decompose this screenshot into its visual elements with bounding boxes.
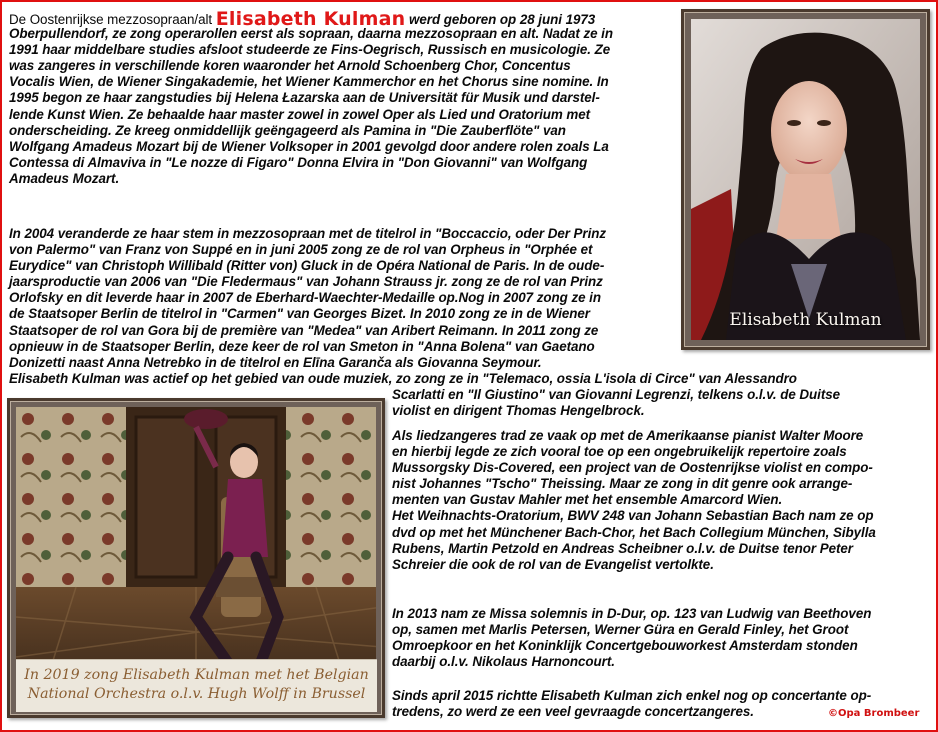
portrait-illustration bbox=[691, 19, 920, 340]
text-line: Wolfgang Amadeus Mozart bij de Wiener Volksoper in 2001 gevolgd door andere rolen zoals La bbox=[9, 138, 609, 154]
text-line: onderscheiding. Ze kreeg onmiddellijk geëngageerd als Pamina in "Die Zauberflöte" van bbox=[9, 122, 566, 138]
text-line: opnieuw in de Staatsoper Berlin, deze keer de rol van Smeton in "Anna Bolena" van Gaetano bbox=[9, 338, 595, 354]
text-line: Rubens, Martin Petzold en Andreas Scheibner o.l.v. de Duitse tenor Peter bbox=[392, 540, 853, 556]
text-line: 1995 begon ze haar zangstudies bij Helena Łazarska aan de Universität für Musik und darstel- bbox=[9, 90, 600, 106]
text-line: Eurydice" van Christoph Willibald (Ritter von) Gluck in de Opéra National de Paris. In de oude- bbox=[9, 258, 605, 274]
seated-caption-box bbox=[16, 659, 377, 712]
paragraph-3 bbox=[392, 428, 876, 573]
text-line: tredens, zo werd ze een veel gevraagde concertzangeres. bbox=[392, 704, 754, 720]
text-line: en hierbij legde ze zich vooral toe op een ongebruikelijk repertoire zoals bbox=[392, 444, 847, 460]
seated-caption-line-2: National Orchestra o.l.v. Hugh Wolff in Brussel bbox=[27, 686, 366, 702]
text-line: daarbij o.l.v. Nikolaus Harnoncourt. bbox=[392, 654, 615, 670]
intro-line bbox=[9, 8, 613, 30]
text-line: Staatsoper de rol van Gora bij de première van "Medea" van Aribert Reimann. In 2011 zong ze bbox=[9, 322, 599, 338]
text-line: jaarsproductie van 2006 van "Die Fledermaus" van Johann Strauss jr. zong ze de rol van Prinz bbox=[9, 274, 603, 290]
paragraph-5 bbox=[392, 688, 871, 720]
text-line: von Palermo" van Franz von Suppé en in juni 2005 zong ze de rol van Orpheus in "Orphée et bbox=[9, 242, 593, 258]
intro-suffix: werd geboren op 28 juni 1973 bbox=[409, 12, 596, 27]
text-line: violist en dirigent Thomas Hengelbrock. bbox=[392, 403, 645, 419]
portrait-caption: Elisabeth Kulman bbox=[729, 310, 882, 330]
text-line: Oberpullendorf, ze zong operarollen eerst als sopraan, daarna mezzosopraan en alt. Nadat ze in bbox=[9, 26, 613, 42]
text-line: Schreier die ook de rol van de Evangelist vertolkte. bbox=[392, 556, 714, 572]
text-line: Als liedzangeres trad ze vaak op met de Amerikaanse pianist Walter Moore bbox=[392, 428, 864, 443]
text-line: In 2013 nam ze Missa solemnis in D-Dur, op. 123 van Ludwig van Beethoven bbox=[392, 606, 872, 621]
seated-caption bbox=[16, 666, 377, 704]
text-line: menten van Gustav Mahler met het ensemble Amarcord Wien. bbox=[392, 492, 783, 508]
paragraph-1 bbox=[9, 10, 613, 187]
text-line: In 2004 veranderde ze haar stem in mezzosopraan met de titelrol in "Boccaccio, oder Der Prinz bbox=[9, 226, 607, 241]
copyright-signature: ©Opa Brombeer bbox=[828, 708, 920, 719]
text-line: dvd op met het Münchener Bach-Chor, het Bach Collegium München, Sibylla bbox=[392, 524, 876, 540]
text-line: lende Kunst Wien. Ze behaalde haar master zowel in zowel Oper als Lied und Oratorium met bbox=[9, 106, 591, 122]
text-line: was zangeres in verschillende koren waaronder het Arnold Schoenberg Chor, Concentus bbox=[9, 58, 571, 74]
intro-prefix: De Oostenrijkse mezzosopraan/alt bbox=[9, 12, 213, 27]
text-line: Donizetti naast Anna Netrebko in de titelrol en Elīna Garanča als Giovanna Seymour. bbox=[9, 354, 542, 370]
text-line: Orlofsky en dit leverde haar in 2007 de Eberhard-Waechter-Medaille op.Nog in 2007 zong ze in bbox=[9, 290, 601, 306]
text-line: Elisabeth Kulman was actief op het gebied van oude muziek, zo zong ze in "Telemaco, ossia L'isola di Circe" van Alessandro bbox=[9, 370, 797, 386]
portrait-photo bbox=[681, 9, 930, 350]
paragraph-4 bbox=[392, 606, 871, 670]
text-line: Amadeus Mozart. bbox=[9, 170, 120, 186]
portrait-image bbox=[691, 19, 920, 340]
text-line: 1991 haar middelbare studies afsloot studeerde ze Fins-Oegrisch, Russisch en musicologie. Ze bbox=[9, 42, 611, 58]
text-line: Contessa di Almaviva in "Le nozze di Figaro" Donna Elvira in "Don Giovanni" van Wolfgang bbox=[9, 154, 588, 170]
text-line: op, samen met Marlis Petersen, Werner Güra en Gerald Finley, het Groot bbox=[392, 622, 849, 638]
text-line: Sinds april 2015 richtte Elisabeth Kulman zich enkel nog op concertante op- bbox=[392, 688, 872, 703]
artist-name-title: Elisabeth Kulman bbox=[215, 8, 406, 30]
text-line: Omroepkoor en het Koninklijk Concertgebouworkest Amsterdam stonden bbox=[392, 638, 858, 654]
paragraph-2 bbox=[9, 226, 797, 387]
text-line: Mussorgsky Dis-Covered, een project van de Oostenrijkse violist en compo- bbox=[392, 460, 873, 476]
text-line: Het Weihnachts-Oratorium, BWV 248 van Johann Sebastian Bach nam ze op bbox=[392, 508, 874, 524]
text-line: Scarlatti en "Il Giustino" van Giovanni Legrenzi, telkens o.l.v. de Duitse bbox=[392, 387, 841, 402]
text-line: Vocalis Wien, de Wiener Singakademie, het Wiener Kammerchor en het Chorus sine nomine. In bbox=[9, 74, 609, 90]
text-line: nist Johannes "Tscho" Theissing. Maar ze zong in dit genre ook arrange- bbox=[392, 476, 853, 492]
text-line: de Staatsoper Berlin de titelrol in "Carmen" van Georges Bizet. In 2010 zong ze in de Wiener bbox=[9, 306, 590, 322]
seated-caption-line-1: In 2019 zong Elisabeth Kulman met het Belgian bbox=[24, 667, 369, 683]
paragraph-2-continued bbox=[392, 387, 840, 419]
